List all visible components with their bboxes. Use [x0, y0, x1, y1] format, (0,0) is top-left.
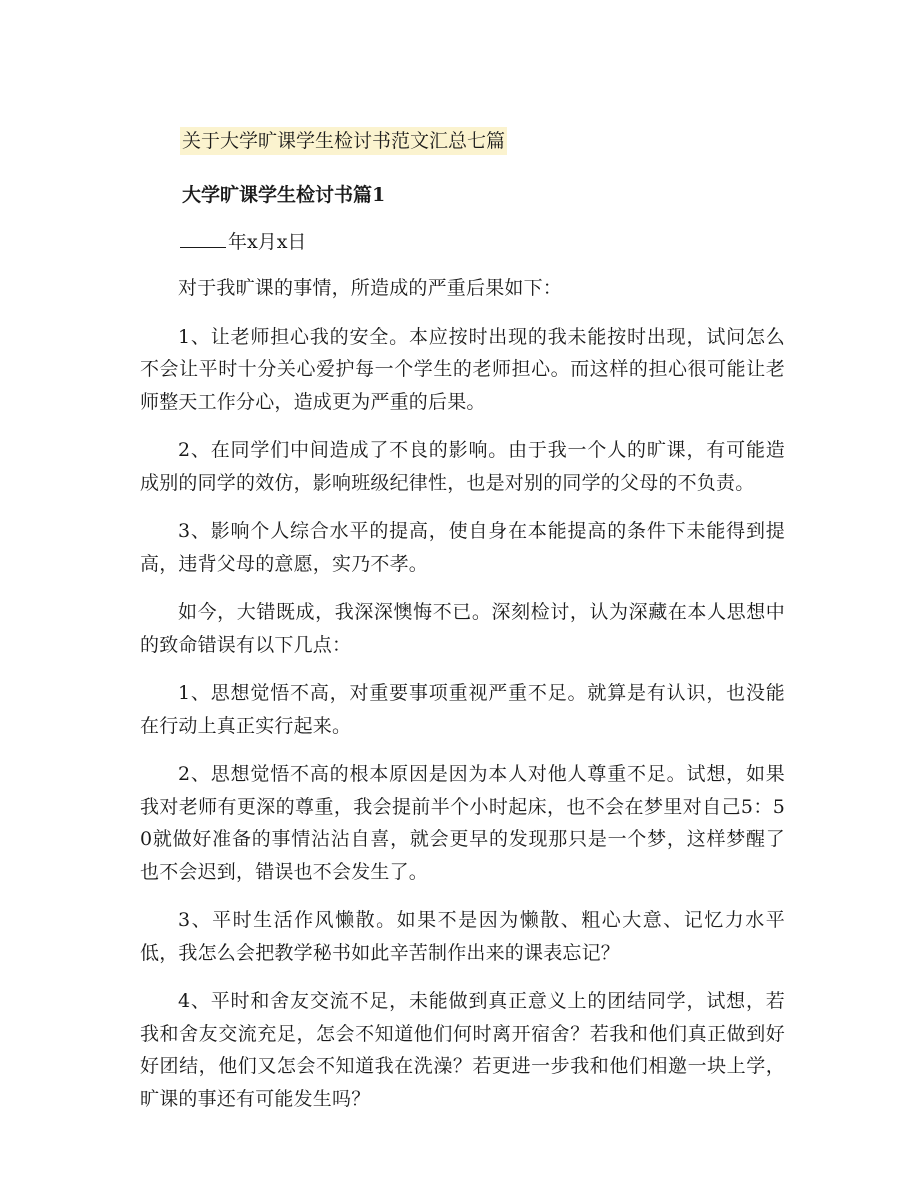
paragraph: 1、让老师担心我的安全。本应按时出现的我未能按时出现，试问怎么不会让平时十分关心爱护每一个学生的老师担心。而这样的担心很可能让老师整天工作分心，造成更为严重的后果。 [140, 325, 785, 413]
paragraph: 对于我旷课的事情，所造成的严重后果如下： [178, 277, 563, 299]
paragraph: 3、平时生活作风懒散。如果不是因为懒散、粗心大意、记忆力水平低，我怎么会把教学秘书如此辛苦制作出来的课表忘记？ [140, 909, 785, 964]
document-title: 关于大学旷课学生检讨书范文汇总七篇 [180, 127, 507, 155]
section-title: 大学旷课学生检讨书篇1 [182, 184, 386, 206]
paragraph: 如今，大错既成，我深深懊悔不已。深刻检讨，认为深藏在本人思想中的致命错误有以下几点： [140, 601, 785, 656]
paragraph: 3、影响个人综合水平的提高，使自身在本能提高的条件下未能得到提高，违背父母的意愿，实乃不孝。 [140, 520, 785, 575]
paragraph: 2、思想觉悟不高的根本原因是因为本人对他人尊重不足。试想，如果我对老师有更深的尊重，我会提前半个小时起床，也不会在梦里对自己5：50就做好准备的事情沾沾自喜，就会更早的发现那只是一个梦，这样梦醒了也不会迟到，错误也不会发生了。 [140, 763, 785, 883]
date-blank-underline [180, 229, 226, 248]
date-text: 年x月x日 [228, 231, 307, 253]
date-line [180, 229, 306, 255]
paragraph: 1、思想觉悟不高，对重要事项重视严重不足。就算是有认识，也没能在行动上真正实行起来。 [140, 682, 785, 737]
document-body [140, 272, 785, 1131]
paragraph: 2、在同学们中间造成了不良的影响。由于我一个人的旷课，有可能造成别的同学的效仿，影响班级纪律性，也是对别的同学的父母的不负责。 [140, 439, 785, 494]
paragraph: 4、平时和舍友交流不足，未能做到真正意义上的团结同学，试想，若我和舍友交流充足，怎会不知道他们何时离开宿舍？若我和他们真正做到好好团结，他们又怎会不知道我在洗澡？若更进一步我和他们相邀一块上学，旷课的事还有可能发生吗？ [140, 990, 785, 1110]
